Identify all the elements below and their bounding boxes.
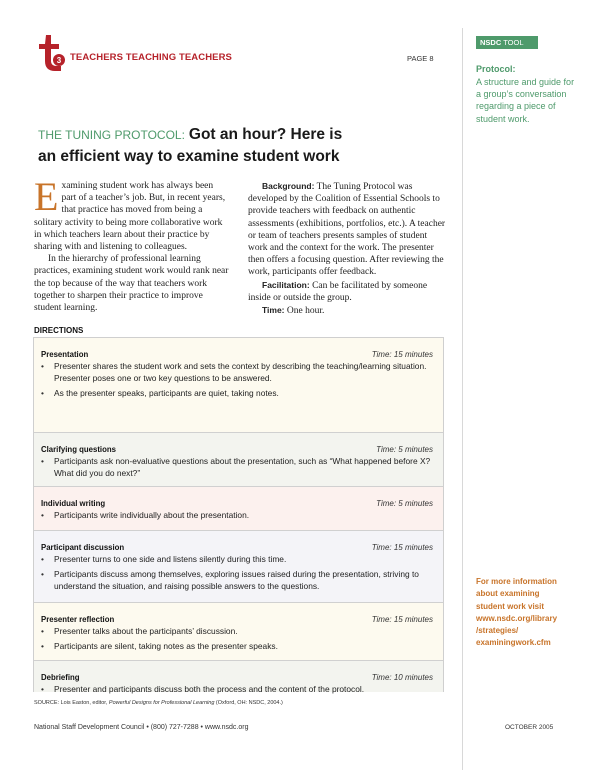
intro-paragraph: [34, 174, 230, 253]
more-info-line: student work visit: [476, 601, 545, 611]
step-time: Time: 15 minutes: [371, 350, 433, 359]
step-bullet: • Presenter and participants discuss both the process and the content of the protocol.: [41, 683, 433, 695]
background-paragraph: [248, 180, 446, 279]
step-debriefing: [34, 661, 443, 692]
brand-name: TEACHERS TEACHING TEACHERS: [70, 52, 232, 63]
intro-text: xamining student work has always been part of a teacher’s job. But, in recent years, that practice has moved from being a solitary activity to being more collaborative work in which teachers learn about their practice by sharing with and listening to colleagues.: [34, 181, 226, 253]
source-citation: [34, 700, 283, 706]
more-info-block: [476, 576, 586, 650]
facilitation-text: Can be facilitated by someone inside or outside the group.: [248, 280, 428, 303]
step-bullet: • Participants ask non-evaluative questions about the presentation, such as “What happened before X? What did you do next?”: [41, 455, 433, 479]
step-individual-writing: [34, 487, 443, 531]
footer-contact: National Staff Development Council • (800) 727-7288 • www.nsdc.org: [34, 724, 249, 731]
step-bullet: • Participants write individually about the presentation.: [41, 509, 433, 521]
hierarchy-paragraph: In the hierarchy of professional learning practices, examining student work would rank near the top because of the way that teachers work together to sharpen their practice to improve student learning.: [34, 254, 229, 314]
step-time: Time: 15 minutes: [371, 615, 433, 624]
background-label: Background:: [262, 181, 315, 191]
logo-superscript: 3: [56, 56, 62, 65]
article-title: [38, 124, 458, 167]
directions-box: [33, 337, 444, 692]
source-suffix: (Oxford, OH: NSDC, 2004.): [214, 700, 283, 706]
protocol-label: Protocol:: [476, 64, 516, 74]
more-info-link[interactable]: /strategies/: [476, 626, 519, 636]
more-info-line: about examining: [476, 589, 540, 599]
step-bullet: • Presenter shares the student work and sets the context by describing the teaching/learning situation. Presenter poses one or two key questions to be answered.: [41, 360, 433, 384]
facilitation-paragraph: [248, 279, 446, 304]
step-name: Individual writing: [41, 499, 106, 508]
step-bullet: • Participants discuss among themselves, exploring issues raised during the presentation, striving to understand the situation, and raising possible answers to the questions.: [41, 568, 433, 592]
step-time: Time: 5 minutes: [376, 445, 433, 454]
step-clarifying-questions: [34, 433, 443, 487]
step-name: Debriefing: [41, 673, 80, 682]
step-presenter-reflection: [34, 603, 443, 661]
background-text: The Tuning Protocol was developed by the Coalition of Essential Schools to provide teachers with feedback on authentic assessments (exhibitions, portfolios, etc.). A teacher or team of teachers presents samples of student work and the context for the work. The presenter then offers a focusing question. After reviewing the work, participants offer feedback.: [248, 182, 446, 278]
source-prefix: SOURCE: Lois Easton, editor,: [34, 700, 109, 706]
tag-bold: NSDC: [480, 38, 502, 47]
footer-date: OCTOBER 2005: [505, 724, 554, 731]
directions-heading: DIRECTIONS: [34, 326, 84, 335]
step-bullet: • Presenter turns to one side and listens silently during this time.: [41, 553, 433, 565]
time-paragraph: [248, 304, 446, 317]
drop-cap: E: [34, 174, 59, 219]
title-line-2: an efficient way to examine student work: [38, 148, 340, 165]
step-name: Presenter reflection: [41, 615, 115, 624]
page-number: PAGE 8: [407, 54, 434, 63]
step-bullet: • Presenter talks about the participants’ discussion.: [41, 625, 433, 637]
step-name: Clarifying questions: [41, 445, 116, 454]
t3-logo: [34, 33, 68, 73]
more-info-link[interactable]: examiningwork.cfm: [476, 638, 551, 648]
details-column: [248, 180, 446, 317]
step-presentation: [34, 338, 443, 433]
step-time: Time: 10 minutes: [371, 673, 433, 682]
nsdc-tool-tag: [476, 36, 538, 49]
step-bullet: • As the presenter speaks, participants are quiet, taking notes.: [41, 387, 433, 399]
title-kicker: THE TUNING PROTOCOL:: [38, 128, 185, 142]
protocol-description: A structure and guide for a group’s conversation regarding a piece of student work.: [476, 77, 575, 124]
time-text: One hour.: [284, 306, 325, 317]
step-participant-discussion: [34, 531, 443, 603]
step-name: Participant discussion: [41, 543, 125, 552]
sidebar-divider: [462, 28, 463, 770]
tag-rest: TOOL: [501, 38, 524, 47]
source-book: Powerful Designs for Professional Learning: [108, 700, 215, 706]
more-info-link[interactable]: www.nsdc.org/library: [476, 613, 558, 623]
t3-logo-icon: [34, 33, 68, 73]
step-time: Time: 5 minutes: [376, 499, 433, 508]
step-time: Time: 15 minutes: [371, 543, 433, 552]
intro-column: [34, 174, 230, 314]
more-info-line: For more information: [476, 577, 557, 586]
facilitation-label: Facilitation:: [262, 279, 310, 290]
step-name: Presentation: [41, 350, 89, 359]
title-line-1: Got an hour? Here is: [188, 126, 343, 143]
step-bullet: • Participants are silent, taking notes as the presenter speaks.: [41, 640, 433, 652]
time-label: Time:: [262, 305, 285, 316]
